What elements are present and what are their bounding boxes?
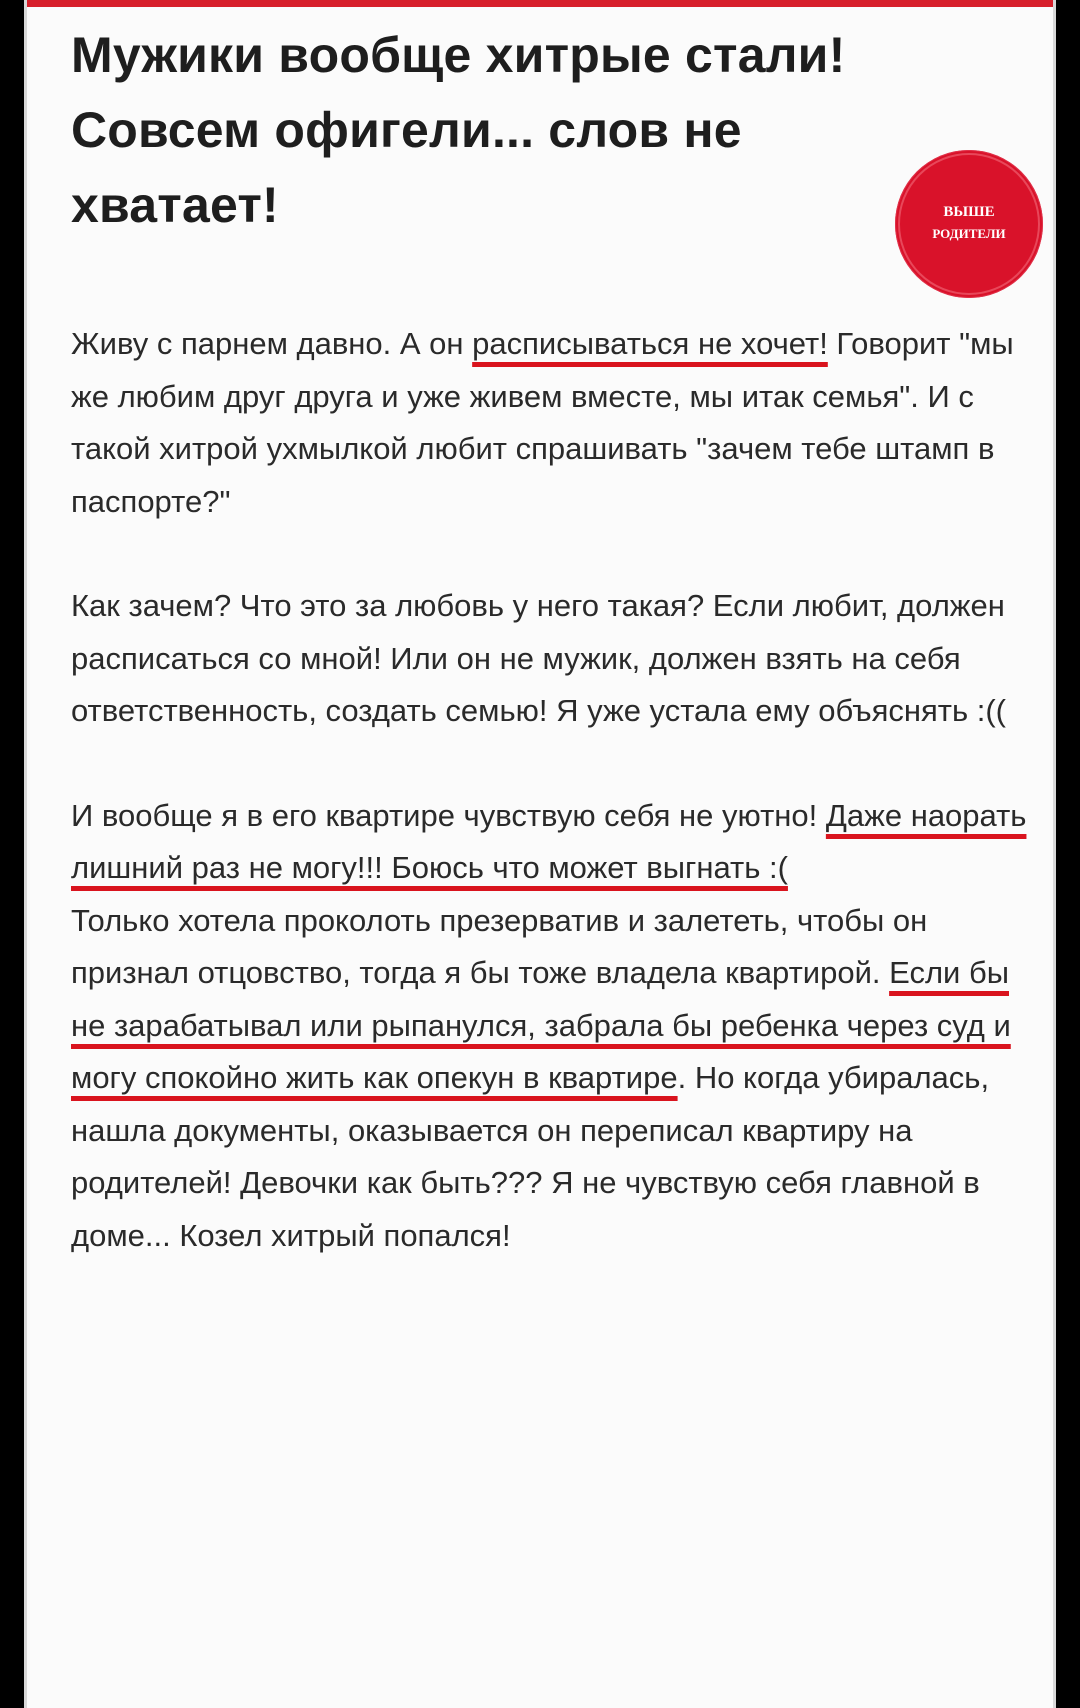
logo-line1: ВЫШЕ — [943, 204, 995, 220]
underlined-phrase: Если бы не зарабатывал или рыпанулся, забрала бы ребенка через суд и могу спокойно жить как опекун в квартире — [71, 955, 1011, 1095]
text-run: Только хотела проколоть презерватив и залететь, чтобы он признал отцовство, тогда я бы тоже владела квартирой. — [71, 902, 928, 990]
paragraph-1 — [71, 318, 1031, 528]
article-card — [24, 0, 1056, 1708]
article-body — [71, 318, 1031, 1262]
paragraph-3 — [71, 790, 1031, 895]
paragraph-2: Как зачем? Что это за любовь у него такая? Если любит, должен расписаться со мной! Или он не мужик, должен взять на себя ответственность, создать семью! Я уже устала ему объяснять :(( — [71, 588, 1007, 728]
paragraph-4 — [71, 895, 1031, 1263]
underlined-phrase: расписываться не хочет! — [472, 326, 828, 361]
text-run: И вообще я в его квартире чувствую себя не уютно! — [71, 797, 826, 833]
text-run: . Но когда убиралась, нашла документы, оказывается он переписал квартиру на родителей! Девочки как быть??? Я не чувствую себя главной в доме... Козел хитрый попался! — [71, 1060, 990, 1253]
logo-line2: РОДИТЕЛИ — [932, 226, 1006, 241]
text-run: Живу с парнем давно. А он — [71, 326, 473, 361]
top-accent-bar — [27, 0, 1053, 7]
vyshe-roditeli-logo-icon — [895, 150, 1043, 298]
logo-badge — [895, 150, 1043, 298]
text-run: Говорит "мы же любим друг друга и уже живем вместе, мы итак семья". И с такой хитрой ухмылкой любит спрашивать "зачем тебе штамп в паспорте?" — [71, 326, 1014, 519]
underlined-phrase: Даже наорать лишний раз не могу!!! Боюсь что может выгнать :( — [71, 797, 1027, 885]
article-headline: Мужики вообще хитрые стали! Совсем офигели... слов не хватает! — [71, 27, 846, 233]
